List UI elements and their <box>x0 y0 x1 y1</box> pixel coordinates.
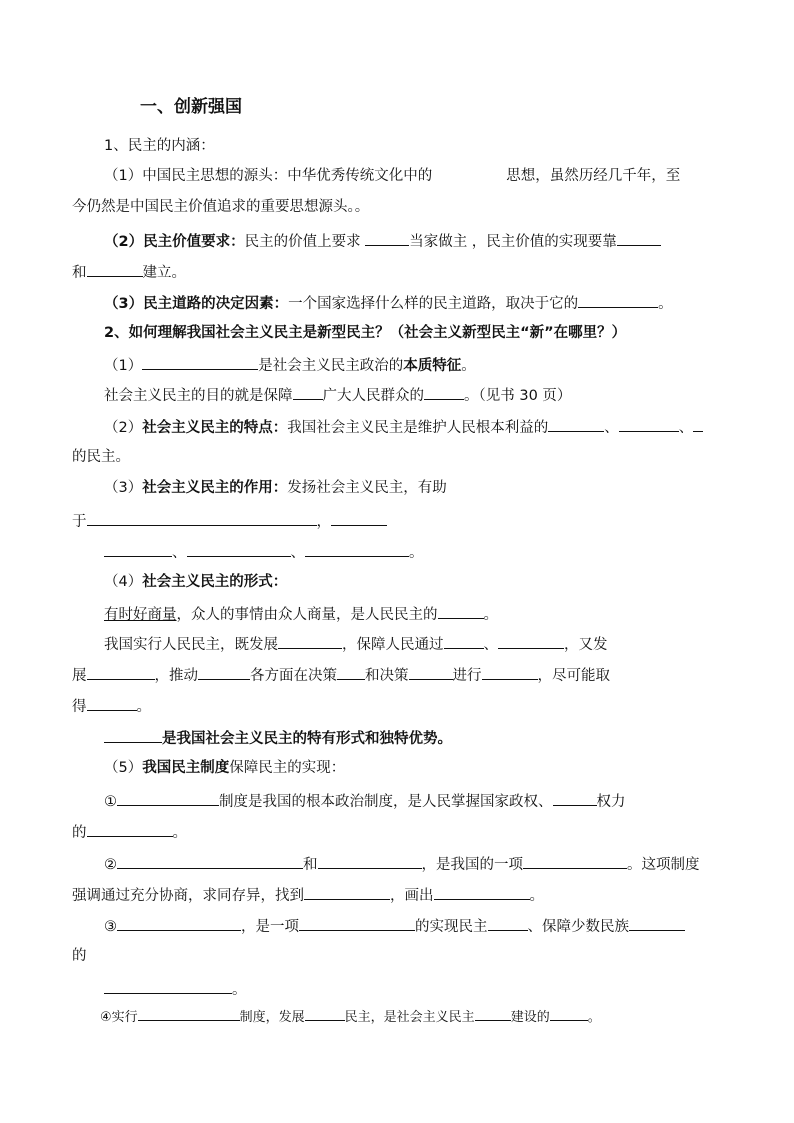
answer-blank[interactable] <box>438 603 484 619</box>
answer-blank[interactable] <box>117 790 219 806</box>
answer-blank[interactable] <box>553 790 597 806</box>
q2-item2-line2: 的民主。 <box>72 449 130 465</box>
answer-blank[interactable] <box>337 664 365 680</box>
answer-blank[interactable] <box>104 978 232 994</box>
answer-blank[interactable] <box>331 510 387 526</box>
q1-item2-line2: 和 建立。 <box>72 261 186 283</box>
answer-blank[interactable] <box>424 384 464 400</box>
q2-item4-summary: 是我国社会主义民主的特有形式和独特优势。 <box>104 727 452 749</box>
answer-blank[interactable] <box>548 416 604 432</box>
answer-blank[interactable] <box>87 664 155 680</box>
q1-item3: （3）民主道路的决定因素：一个国家选择什么样的民主道路，取决于它的 。 <box>104 292 673 314</box>
answer-blank[interactable] <box>482 664 538 680</box>
q2-item4-line4: 得 。 <box>72 695 151 717</box>
item5-point3-line3: 。 <box>104 978 247 1000</box>
item5-point2-line1: ② 和 ，是我国的一项 。这项制度 <box>104 853 700 875</box>
item5-point3-line1: ③ ，是一项 的实现民主 、保障少数民族 <box>104 915 685 937</box>
answer-blank[interactable] <box>444 633 484 649</box>
q2-item1: （1） 是社会主义民主政治的本质特征。 <box>104 354 476 376</box>
q1-item1-line1: （1）中国民主思想的源头：中华优秀传统文化中的 思想，虽然历经几千年，至 <box>104 168 681 184</box>
q2-item3-line2: 于 ， <box>72 510 387 532</box>
answer-blank[interactable] <box>117 915 241 931</box>
item5-point3-line2: 的 <box>72 948 87 964</box>
answer-blank[interactable] <box>198 664 250 680</box>
q1-item1-line2: 今仍然是中国民主价值追求的重要思想源头。。 <box>72 199 370 215</box>
answer-blank[interactable] <box>365 230 409 246</box>
q2-item3-line3: 、 、 。 <box>104 541 424 563</box>
q2-item4-line2: 我国实行人民民主，既发展 ，保障人民通过 、 ，又发 <box>104 633 608 655</box>
answer-blank[interactable] <box>117 853 303 869</box>
answer-blank[interactable] <box>523 853 627 869</box>
answer-blank[interactable] <box>617 230 661 246</box>
answer-blank[interactable] <box>305 1005 345 1021</box>
item5-point4: ④实行 制度，发展 民主，是社会主义民主 建设的 。 <box>100 1005 601 1028</box>
answer-blank[interactable] <box>619 416 679 432</box>
section-title: 一、创新强国 <box>140 97 242 117</box>
answer-blank[interactable] <box>293 384 323 400</box>
answer-blank[interactable] <box>434 884 530 900</box>
q2-item2-line1: （2）社会主义民主的特点：我国社会主义民主是维护人民根本利益的 、 、 <box>104 416 703 438</box>
answer-blank[interactable] <box>488 915 528 931</box>
answer-blank[interactable] <box>409 664 453 680</box>
answer-blank[interactable] <box>498 633 564 649</box>
answer-blank[interactable] <box>87 695 137 711</box>
answer-blank[interactable] <box>305 541 409 557</box>
answer-blank[interactable] <box>187 541 291 557</box>
q1-item2-line1: （2）民主价值要求：民主的价值上要求 当家做主 ，民主价值的实现要靠 <box>104 230 661 252</box>
answer-blank[interactable] <box>318 853 422 869</box>
answer-blank[interactable] <box>87 261 143 277</box>
q2-item1-purpose: 社会主义民主的目的就是保障 广大人民群众的 。（见书 30 页） <box>104 384 571 406</box>
answer-blank[interactable] <box>578 292 658 308</box>
q2-item4-heading: （4）社会主义民主的形式： <box>104 574 288 590</box>
answer-blank[interactable] <box>87 821 173 837</box>
q2-item5-heading: （5）我国民主制度保障民主的实现： <box>104 760 346 776</box>
answer-blank[interactable] <box>629 915 685 931</box>
q2-heading: 2、如何理解我国社会主义民主是新型民主？（社会主义新型民主“新”在哪里？） <box>104 325 627 341</box>
answer-blank[interactable] <box>304 884 390 900</box>
answer-blank[interactable] <box>550 1005 588 1021</box>
answer-blank[interactable] <box>142 354 258 370</box>
answer-blank[interactable] <box>87 510 317 526</box>
item5-point1-line2: 的 。 <box>72 821 187 843</box>
q2-item4-line3: 展 ，推动 各方面在决策 和决策 进行 ，尽可能取 <box>72 664 610 686</box>
q2-item3-line1: （3）社会主义民主的作用：发扬社会主义民主，有助 <box>104 480 447 496</box>
answer-blank[interactable] <box>138 1005 240 1021</box>
answer-blank[interactable] <box>278 633 342 649</box>
answer-blank[interactable] <box>475 1005 511 1021</box>
answer-blank[interactable] <box>299 915 415 931</box>
answer-blank[interactable] <box>693 416 703 432</box>
answer-blank[interactable] <box>104 541 172 557</box>
q1-heading: 1、民主的内涵： <box>104 138 215 154</box>
answer-blank[interactable] <box>104 727 162 743</box>
item5-point1-line1: ① 制度是我国的根本政治制度，是人民掌握国家政权、 权力 <box>104 790 626 812</box>
item5-point2-line2: 强调通过充分协商，求同存异，找到 ，画出 。 <box>72 884 544 906</box>
q2-item4-line1: 有时好商量，众人的事情由众人商量，是人民民主的 。 <box>104 603 498 625</box>
